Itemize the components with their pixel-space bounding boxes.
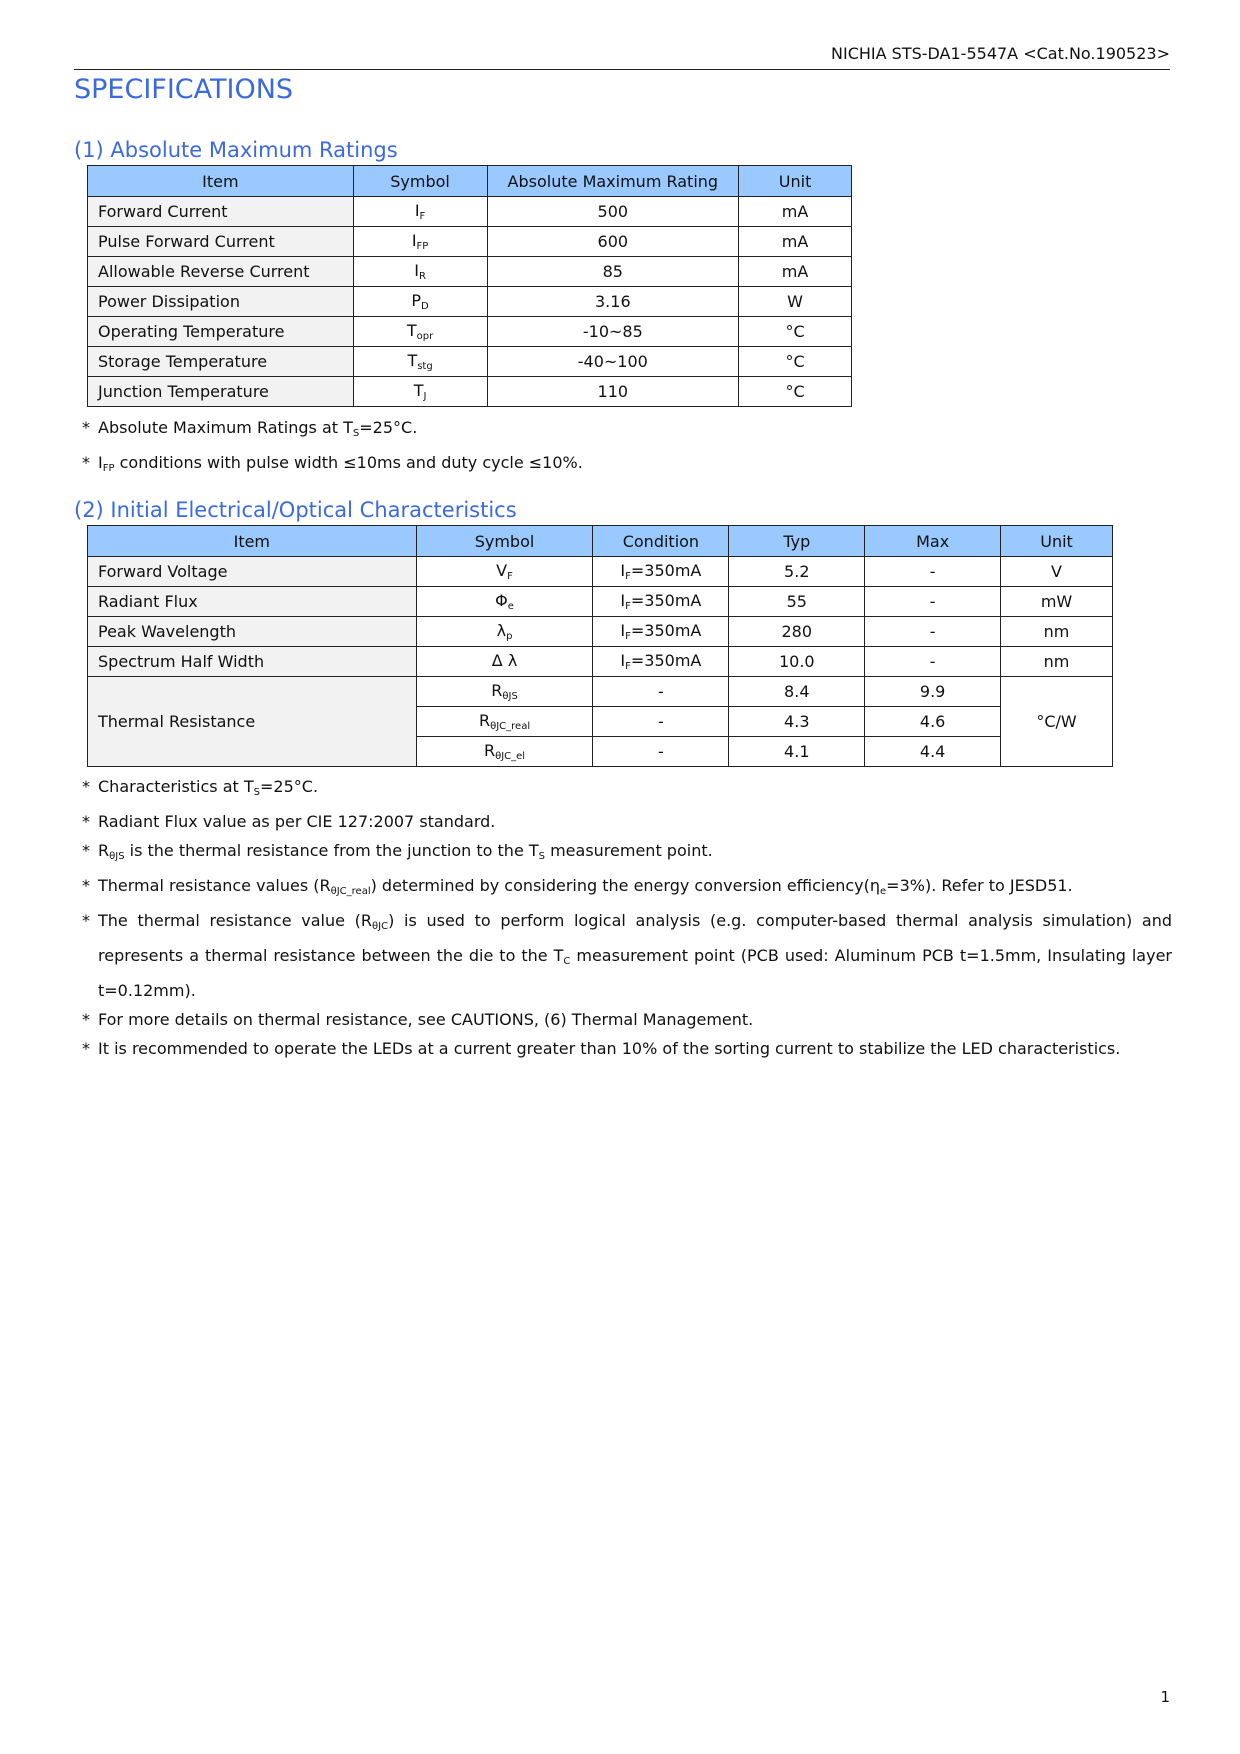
footnote: [82, 836, 1172, 871]
symbol-cell: [353, 347, 487, 377]
absolute-maximum-ratings-table: [87, 165, 852, 407]
footnote-marker: *: [82, 1039, 90, 1058]
symbol-subscript: stg: [417, 361, 433, 372]
footnote-marker: *: [82, 876, 90, 895]
item-cell: Junction Temperature: [88, 377, 354, 407]
symbol-cell: [416, 647, 593, 677]
symbol: T: [406, 321, 417, 340]
rating-cell: 3.16: [487, 287, 739, 317]
symbol-subscript: F: [507, 571, 513, 582]
condition-subscript: F: [625, 571, 631, 582]
footnote-marker: *: [82, 777, 90, 796]
table-row: [88, 557, 1113, 587]
table-row: [88, 617, 1113, 647]
footnote-text: Absolute Maximum Ratings at T: [98, 418, 353, 437]
section-title-absolute-maximum-ratings: (1) Absolute Maximum Ratings: [74, 138, 398, 162]
condition-value: =350mA: [630, 651, 702, 670]
typ-cell: 4.1: [729, 737, 865, 767]
footnote: [82, 871, 1172, 906]
unit-cell: mA: [739, 197, 852, 227]
electrical-optical-notes: [82, 772, 1172, 1063]
symbol-cell: [353, 227, 487, 257]
page-number: 1: [1160, 1688, 1170, 1706]
symbol-cell: [416, 737, 593, 767]
footnote-text: conditions with pulse width ≤10ms and duty cycle ≤10%.: [114, 453, 583, 472]
unit-cell: nm: [1001, 617, 1113, 647]
symbol-cell: [416, 557, 593, 587]
table-row: [88, 257, 852, 287]
unit-cell: mW: [1001, 587, 1113, 617]
column-header: Item: [88, 166, 354, 197]
footnote-marker: *: [82, 812, 90, 831]
table-row: [88, 677, 1113, 707]
symbol-subscript: p: [506, 631, 513, 642]
footnote-subscript: S: [538, 851, 545, 862]
typ-cell: 55: [729, 587, 865, 617]
symbol-cell: [416, 587, 593, 617]
symbol-subscript: F: [419, 211, 426, 222]
symbol-cell: [353, 257, 487, 287]
symbol-subscript: θJS: [502, 691, 518, 702]
section-title-electrical-optical-characteristics: (2) Initial Electrical/Optical Characteristics: [74, 498, 517, 522]
column-header: Item: [88, 526, 417, 557]
footnote-subscript: S: [352, 428, 360, 439]
symbol-cell: [416, 707, 593, 737]
symbol: Φ: [495, 591, 508, 610]
item-cell: Radiant Flux: [88, 587, 417, 617]
item-cell: Storage Temperature: [88, 347, 354, 377]
item-cell: Pulse Forward Current: [88, 227, 354, 257]
typ-cell: 8.4: [729, 677, 865, 707]
footnote-subscript: S: [253, 787, 261, 798]
document-header: NICHIA STS-DA1-5547A <Cat.No.190523>: [74, 44, 1170, 70]
condition-subscript: F: [625, 601, 631, 612]
table-row: [88, 287, 852, 317]
symbol: R: [478, 711, 491, 730]
footnote-subscript: e: [880, 886, 887, 897]
symbol: I: [414, 201, 420, 220]
column-header: Typ: [729, 526, 865, 557]
typ-cell: 5.2: [729, 557, 865, 587]
symbol-cell: [353, 287, 487, 317]
condition-symbol: I: [620, 621, 626, 640]
symbol: R: [491, 681, 503, 700]
item-cell: Operating Temperature: [88, 317, 354, 347]
table-row: [88, 317, 852, 347]
footnote: [82, 413, 1172, 448]
unit-cell: mA: [739, 227, 852, 257]
footnote-text: measurement point.: [545, 841, 713, 860]
rating-cell: -10~85: [487, 317, 739, 347]
unit-cell: mA: [739, 257, 852, 287]
column-header: Unit: [739, 166, 852, 197]
footnote-text: =25°C.: [359, 418, 418, 437]
table-row: [88, 587, 1113, 617]
table-row: [88, 347, 852, 377]
column-header: Symbol: [353, 166, 487, 197]
symbol-subscript: FP: [416, 241, 429, 252]
max-cell: -: [865, 587, 1001, 617]
unit-cell: °C: [739, 317, 852, 347]
column-header: Absolute Maximum Rating: [487, 166, 739, 197]
footnote-text: I: [98, 453, 103, 472]
footnote: [82, 448, 1172, 483]
condition-subscript: F: [625, 631, 631, 642]
table-row: [88, 227, 852, 257]
footnote-subscript: FP: [102, 463, 115, 474]
symbol-subscript: opr: [416, 331, 434, 342]
condition-value: =350mA: [630, 621, 702, 640]
item-cell: Forward Current: [88, 197, 354, 227]
column-header: Symbol: [416, 526, 593, 557]
unit-cell: °C: [739, 347, 852, 377]
footnote-subscript: C: [563, 956, 571, 967]
footnote-text: Characteristics at T: [98, 777, 254, 796]
symbol-subscript: θJC_real: [490, 721, 531, 732]
footnote: [82, 906, 1172, 1005]
symbol-subscript: e: [507, 601, 514, 612]
condition-symbol: I: [620, 561, 626, 580]
item-cell: Peak Wavelength: [88, 617, 417, 647]
item-cell: Allowable Reverse Current: [88, 257, 354, 287]
rating-cell: 85: [487, 257, 739, 287]
footnote-marker: *: [82, 1010, 90, 1029]
footnote-subscript: θJS: [109, 851, 125, 862]
condition-cell: -: [593, 707, 729, 737]
condition-subscript: F: [625, 661, 631, 672]
symbol: Δ λ: [491, 651, 518, 670]
footnote-text: The thermal resistance value (R: [98, 911, 373, 930]
unit-cell: V: [1001, 557, 1113, 587]
rating-cell: 110: [487, 377, 739, 407]
item-cell: Spectrum Half Width: [88, 647, 417, 677]
typ-cell: 10.0: [729, 647, 865, 677]
absolute-maximum-ratings-notes: [82, 413, 1172, 483]
symbol: T: [407, 351, 418, 370]
footnote-text: is the thermal resistance from the junction to the T: [124, 841, 539, 860]
unit-cell: W: [739, 287, 852, 317]
footnote-subscript: θJC: [372, 921, 389, 932]
item-cell: Forward Voltage: [88, 557, 417, 587]
symbol-subscript: θJC_el: [495, 751, 526, 762]
footnote: [82, 1005, 1172, 1034]
symbol: V: [496, 561, 508, 580]
footnote-marker: *: [82, 841, 90, 860]
footnote-text: Radiant Flux value as per CIE 127:2007 standard.: [98, 812, 496, 831]
symbol-cell: [416, 617, 593, 647]
table-header-row: [88, 526, 1113, 557]
condition-cell: [593, 557, 729, 587]
symbol-subscript: D: [421, 301, 429, 312]
max-cell: -: [865, 617, 1001, 647]
footnote-text: ) is used to perform logical analysis (e.g. computer-based thermal analysis simulation) and represents a thermal resistance between the die to the T: [98, 911, 1172, 965]
table-row: [88, 197, 852, 227]
max-cell: -: [865, 557, 1001, 587]
footnote: [82, 772, 1172, 807]
unit-cell: °C: [739, 377, 852, 407]
condition-cell: -: [593, 737, 729, 767]
symbol: I: [414, 261, 419, 280]
symbol-cell: [416, 677, 593, 707]
column-header: Condition: [593, 526, 729, 557]
footnote-text: Thermal resistance values (R: [98, 876, 331, 895]
symbol: R: [483, 741, 496, 760]
symbol-cell: [353, 317, 487, 347]
symbol-cell: [353, 377, 487, 407]
max-cell: 4.6: [865, 707, 1001, 737]
footnote-subscript: θJC_real: [330, 886, 371, 897]
symbol: T: [413, 381, 424, 400]
footnote-text: R: [98, 841, 110, 860]
rating-cell: -40~100: [487, 347, 739, 377]
typ-cell: 4.3: [729, 707, 865, 737]
symbol-subscript: J: [423, 391, 427, 402]
table-row: [88, 647, 1113, 677]
column-header: Max: [865, 526, 1001, 557]
symbol-cell: [353, 197, 487, 227]
condition-symbol: I: [620, 591, 626, 610]
item-cell: Power Dissipation: [88, 287, 354, 317]
unit-cell: °C/W: [1001, 677, 1113, 767]
footnote-marker: *: [82, 453, 90, 472]
max-cell: -: [865, 647, 1001, 677]
unit-cell: nm: [1001, 647, 1113, 677]
footnote-marker: *: [82, 911, 90, 930]
footnote-text: ) determined by considering the energy conversion efficiency(η: [370, 876, 880, 895]
footnote-marker: *: [82, 418, 90, 437]
condition-cell: [593, 617, 729, 647]
table-header-row: [88, 166, 852, 197]
typ-cell: 280: [729, 617, 865, 647]
rating-cell: 600: [487, 227, 739, 257]
rating-cell: 500: [487, 197, 739, 227]
condition-cell: [593, 647, 729, 677]
condition-symbol: I: [620, 651, 626, 670]
footnote-text: measurement point (PCB used: Aluminum PCB t=1.5mm, Insulating layer t=0.12mm).: [98, 946, 1172, 1000]
condition-value: =350mA: [630, 591, 702, 610]
footnote-text: =25°C.: [260, 777, 319, 796]
footnote-text: =3%). Refer to JESD51.: [886, 876, 1073, 895]
symbol: λ: [496, 621, 507, 640]
symbol-subscript: R: [418, 271, 426, 282]
footnote-text: For more details on thermal resistance, see CAUTIONS, (6) Thermal Management.: [98, 1010, 754, 1029]
max-cell: 9.9: [865, 677, 1001, 707]
item-cell: Thermal Resistance: [88, 677, 417, 767]
symbol: P: [411, 291, 422, 310]
column-header: Unit: [1001, 526, 1113, 557]
page-title: SPECIFICATIONS: [74, 74, 294, 105]
max-cell: 4.4: [865, 737, 1001, 767]
footnote-text: It is recommended to operate the LEDs at a current greater than 10% of the sorting current to stabilize the LED characteristics.: [98, 1039, 1121, 1058]
condition-value: =350mA: [630, 561, 702, 580]
table-row: [88, 377, 852, 407]
footnote: [82, 807, 1172, 836]
condition-cell: -: [593, 677, 729, 707]
symbol: I: [411, 231, 417, 250]
footnote: [82, 1034, 1172, 1063]
condition-cell: [593, 587, 729, 617]
electrical-optical-characteristics-table: [87, 525, 1113, 767]
